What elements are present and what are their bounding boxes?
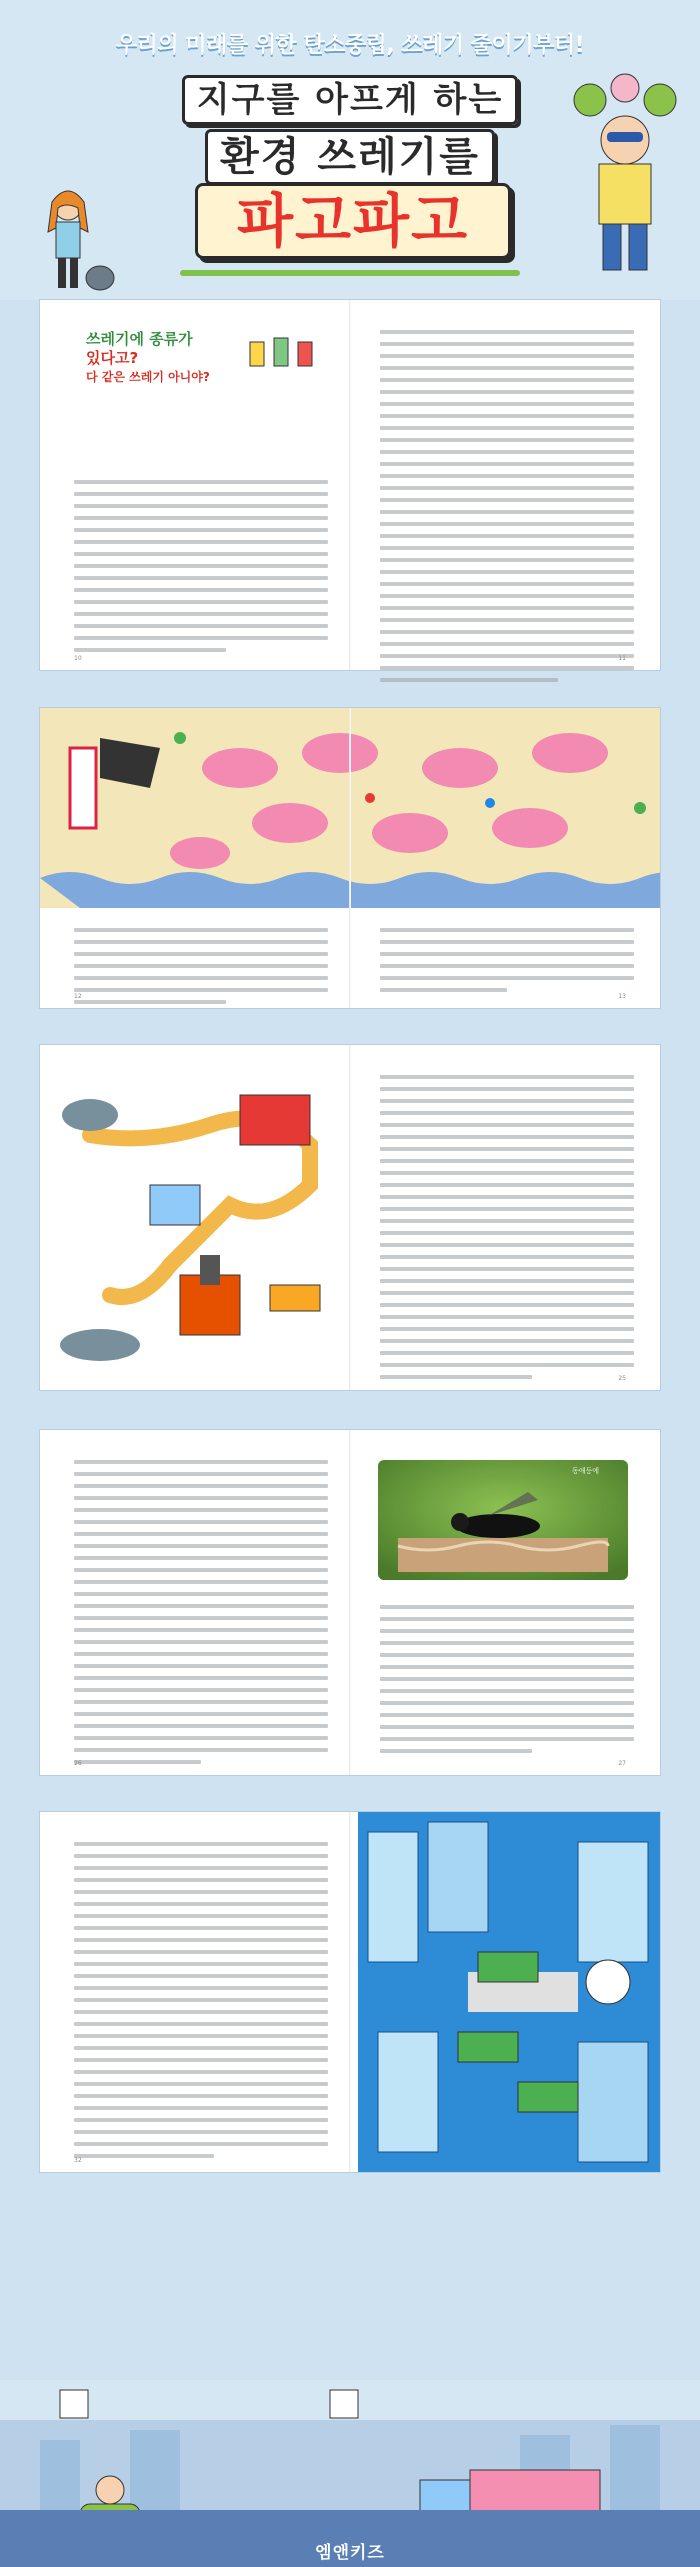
header-banner <box>0 0 700 300</box>
boy-with-flowers-illustration <box>565 70 685 280</box>
insect-photo <box>378 1460 628 1580</box>
spread1-left-page <box>52 300 342 670</box>
title-line-3: 파고파고 <box>195 183 511 259</box>
publisher-logo: 엠앤키즈 <box>315 2543 385 2563</box>
page-number: 25 <box>618 1375 626 1382</box>
page-number: 26 <box>74 1760 82 1767</box>
spread3-right-page <box>358 1045 648 1390</box>
page-number: 10 <box>74 655 82 662</box>
spread4-left-page <box>52 1430 342 1775</box>
title-line-2: 환경 쓰레기를 <box>0 125 700 182</box>
insect-label: 동애등에 <box>572 1467 600 1475</box>
banner-subtitle: 우리의 미래를 위한 탄소중립, 쓰레기 줄이기부터! <box>115 33 585 58</box>
book-spread-4 <box>40 1430 660 1775</box>
page-number: 13 <box>618 993 626 1000</box>
page-number: 12 <box>74 993 82 1000</box>
page-number: 27 <box>618 1760 626 1767</box>
book-spread-1 <box>40 300 660 670</box>
page-number: 32 <box>74 2157 82 2164</box>
waste-processing-diagram <box>50 1065 340 1375</box>
title-line-1: 지구를 아프게 하는 <box>0 72 700 121</box>
book-spread-3 <box>40 1045 660 1390</box>
spread5-left-page <box>52 1812 342 2172</box>
girl-with-trash-illustration <box>28 178 118 298</box>
section-heading: 쓰레기에 종류가 있다고? 다 같은 쓰레기 아니야? <box>86 330 210 384</box>
trash-cans-icon <box>242 322 322 372</box>
spread4-right-page <box>358 1430 648 1775</box>
spread2-right-page <box>358 918 648 1008</box>
book-spread-2 <box>40 708 660 1008</box>
spread1-right-page <box>358 300 648 670</box>
page-number: 11 <box>618 655 626 662</box>
book-spread-5 <box>40 1812 660 2172</box>
city-garbage-trucks-illustration <box>358 1812 660 2172</box>
spread2-left-page <box>52 918 342 1008</box>
title-underline <box>180 270 520 276</box>
pink-pigs-trash-illustration <box>40 708 660 908</box>
